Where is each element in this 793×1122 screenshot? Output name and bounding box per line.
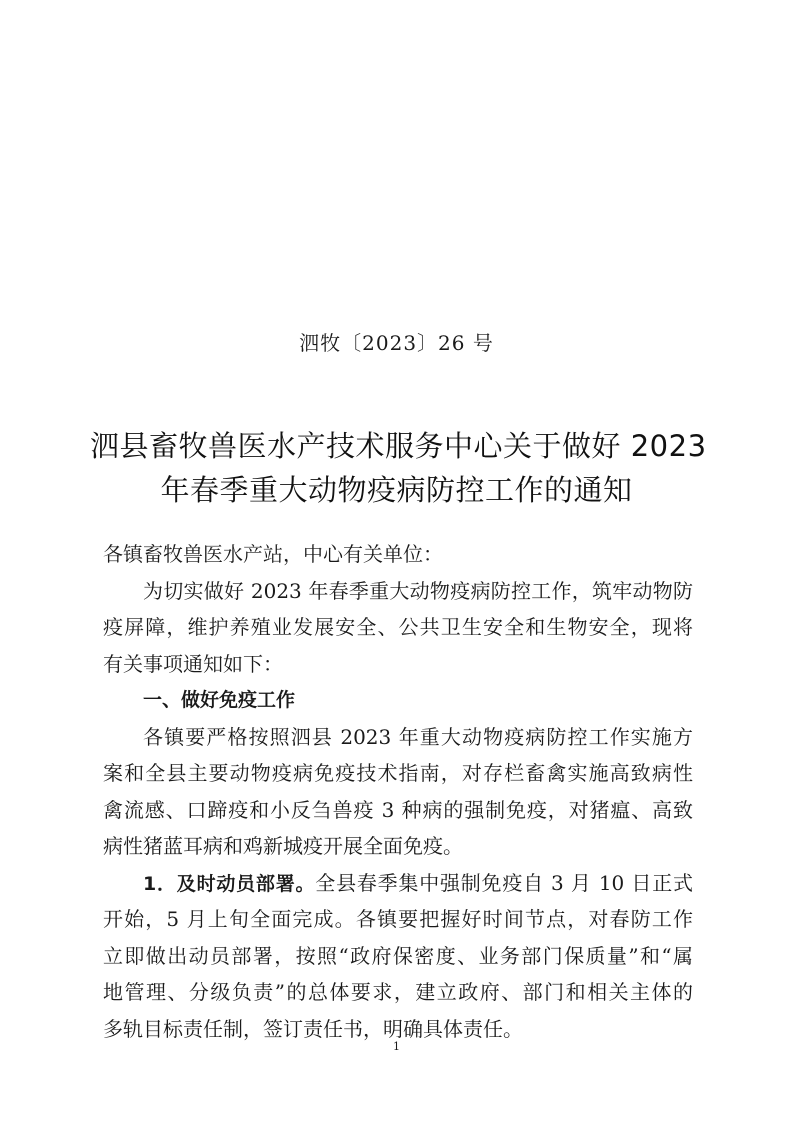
item-1-line-1 — [103, 865, 693, 902]
item-1-line-2: 开始，5 月上旬全面完成。各镇要把握好时间节点，对春防工作 — [103, 907, 693, 931]
section-1-line-2: 案和全县主要动物疫病免疫技术指南，对存栏畜禽实施高致病性 — [103, 761, 693, 785]
item-1-line-5: 多轨目标责任制，签订责任书，明确具体责任。 — [103, 1016, 523, 1041]
item-1-first-line-text: 全县春季集中强制免疫自 3 月 10 日正式 — [315, 870, 693, 895]
document-title-line-2: 年春季重大动物疫病防控工作的通知 — [160, 473, 633, 507]
intro-line-3: 有关事项通知如下： — [103, 651, 283, 676]
section-1-line-4: 病性猪蓝耳病和鸡新城疫开展全面免疫。 — [103, 834, 463, 858]
document-title-line-1: 泗县畜牧兽医水产技术服务中心关于做好 2023 — [90, 429, 707, 463]
intro-line-2: 疫屏障，维护养殖业发展安全、公共卫生安全和生物安全，现将 — [103, 615, 693, 639]
section-1-heading: 一、做好免疫工作 — [143, 689, 296, 711]
item-1-line-4: 地管理、分级负责”的总体要求，建立政府、部门和相关主体的 — [103, 980, 693, 1004]
document-number: 泗牧〔2023〕26 号 — [299, 331, 494, 355]
section-1-line-3: 禽流感、口蹄疫和小反刍兽疫 3 种病的强制免疫，对猪瘟、高致 — [103, 797, 693, 822]
section-1-line-1: 各镇要严格按照泗县 2023 年重大动物疫病防控工作实施方 — [143, 724, 693, 749]
item-1-line-3: 立即做出动员部署，按照“政府保密度、业务部门保质量”和“属 — [103, 943, 693, 968]
page-number: 1 — [393, 1040, 400, 1053]
document-title — [90, 424, 707, 512]
document-body — [103, 536, 693, 1047]
intro-line-1: 为切实做好 2023 年春季重大动物疫病防控工作，筑牢动物防 — [143, 578, 693, 603]
salutation: 各镇畜牧兽医水产站，中心有关单位： — [103, 542, 443, 566]
item-1-label: 1．及时动员部署。 — [143, 872, 316, 895]
